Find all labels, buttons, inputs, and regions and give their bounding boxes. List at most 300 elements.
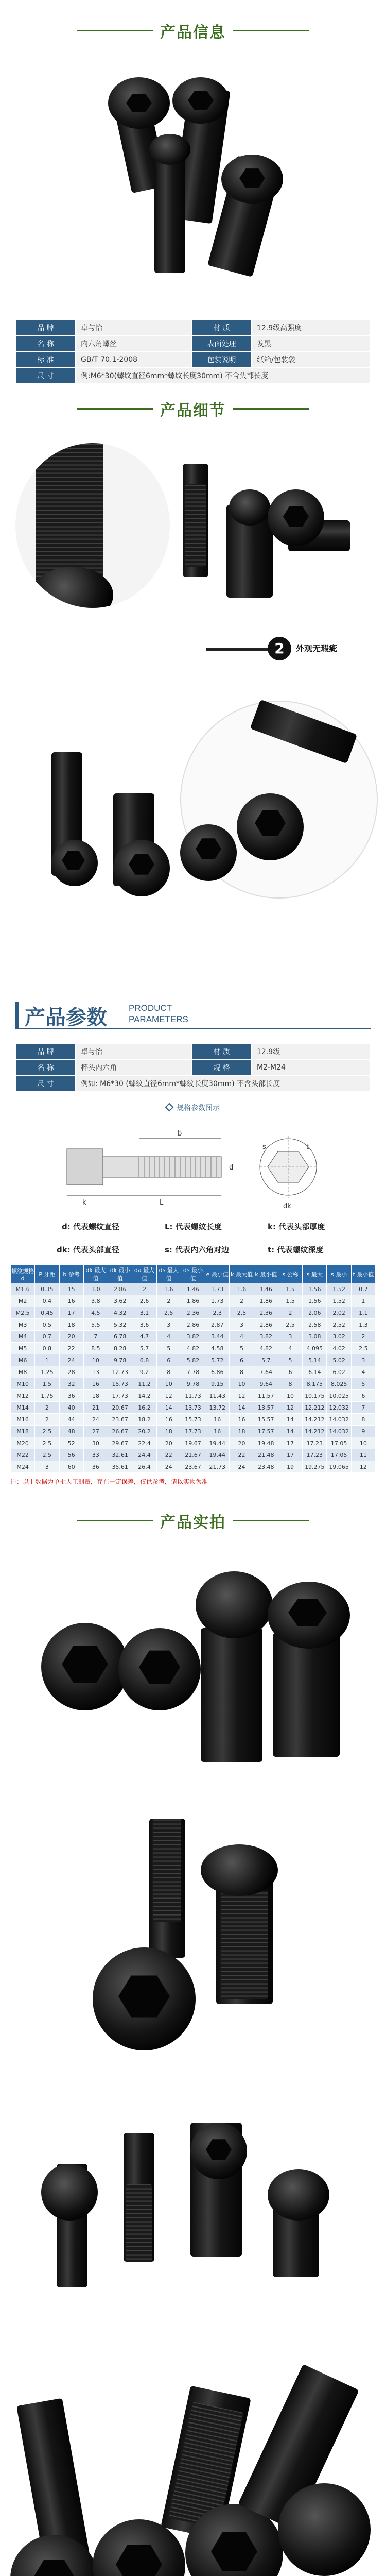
spec-cell: 4.5: [83, 1307, 108, 1319]
spec-row: [11, 1426, 376, 1437]
spec-header-cell: b 参考: [59, 1265, 83, 1283]
spec-cell: 2: [132, 1283, 156, 1295]
spec-cell: 16.2: [132, 1402, 156, 1414]
spec-table-wrap: [10, 1265, 376, 1486]
spec-cell: 36: [59, 1390, 83, 1402]
spec-cell: 52: [59, 1437, 83, 1449]
spec-cell: 18: [83, 1390, 108, 1402]
spec-cell: 11.2: [132, 1378, 156, 1390]
spec-row: [11, 1319, 376, 1331]
spec-note: 注：以上数据为单批人工测量，存在一定误差，仅供参考，请以实物为准: [10, 1478, 208, 1485]
spec-cell: 3.0: [83, 1283, 108, 1295]
spec-cell: 10: [156, 1378, 181, 1390]
detail-zoom-circle: [15, 443, 170, 608]
spec-cell: 15: [59, 1283, 83, 1295]
spec-cell: 12: [230, 1390, 254, 1402]
spec-cell: 3.1: [132, 1307, 156, 1319]
spec-cell: 1.46: [254, 1283, 278, 1295]
spec-cell: 22: [156, 1449, 181, 1461]
spec-cell: 14: [278, 1426, 302, 1437]
spec-cell: 14.212: [303, 1414, 327, 1426]
spec-cell: 26.67: [108, 1426, 132, 1437]
spec-cell: 6: [278, 1366, 302, 1378]
spec-cell: 8: [278, 1378, 302, 1390]
real-photo-2: [62, 1808, 324, 2081]
spec-cell: 2.5: [156, 1307, 181, 1319]
spec-cell: 9.2: [132, 1366, 156, 1378]
param-value: 卓与怡: [76, 1044, 192, 1060]
detail-section-title: [0, 398, 386, 418]
spec-cell: 20.67: [108, 1402, 132, 1414]
info-row: [16, 368, 371, 384]
spec-cell: 4.095: [303, 1343, 327, 1354]
spec-cell: 4.82: [181, 1343, 205, 1354]
spec-cell: 17: [278, 1437, 302, 1449]
spec-cell: 3: [278, 1331, 302, 1343]
spec-header-cell: k 最大值: [230, 1265, 254, 1283]
info-table: [15, 319, 371, 384]
spec-cell: 7.64: [254, 1366, 278, 1378]
info-row: [16, 320, 371, 336]
spec-cell: 13: [83, 1366, 108, 1378]
spec-cell: 24: [156, 1461, 181, 1473]
spec-cell: 5: [230, 1343, 254, 1354]
drawing-label-t: t: [306, 1143, 309, 1151]
spec-cell: 10.175: [303, 1390, 327, 1402]
spec-cell: 1.56: [303, 1283, 327, 1295]
spec-cell: 2.3: [205, 1307, 230, 1319]
spec-cell: 18: [156, 1426, 181, 1437]
spec-ref-heading: [0, 1103, 386, 1113]
spec-cell: 2: [35, 1402, 59, 1414]
spec-cell: 19.48: [254, 1437, 278, 1449]
spec-cell: 2.02: [327, 1307, 351, 1319]
spec-row: [11, 1461, 376, 1473]
spec-cell: 11.73: [181, 1390, 205, 1402]
spec-cell: 2.58: [303, 1319, 327, 1331]
bolt-photo-1: [72, 57, 314, 299]
spec-cell: 24: [230, 1461, 254, 1473]
params-title-en-2: PARAMETERS: [129, 1014, 188, 1024]
param-label: 材 质: [192, 1044, 252, 1060]
param-value: M2-M24: [252, 1060, 371, 1076]
spec-cell: 4.32: [108, 1307, 132, 1319]
spec-cell: 44: [59, 1414, 83, 1426]
spec-cell: 1.75: [35, 1390, 59, 1402]
spec-cell: 15.57: [254, 1414, 278, 1426]
real-photo-3: [21, 2102, 365, 2318]
spec-cell: 3.44: [205, 1331, 230, 1343]
spec-cell: M22: [11, 1449, 35, 1461]
spec-cell: 6.78: [108, 1331, 132, 1343]
spec-cell: 2.86: [181, 1319, 205, 1331]
spec-cell: M1.6: [11, 1283, 35, 1295]
spec-row: [11, 1390, 376, 1402]
spec-cell: 1.73: [205, 1295, 230, 1307]
spec-cell: M2.5: [11, 1307, 35, 1319]
spec-cell: 1.52: [327, 1295, 351, 1307]
spec-cell: 16: [230, 1414, 254, 1426]
spec-cell: 24.4: [132, 1449, 156, 1461]
spec-cell: 10: [83, 1354, 108, 1366]
spec-row: [11, 1366, 376, 1378]
info-value: 纸箱/包装袋: [252, 352, 371, 368]
spec-cell: 0.7: [351, 1283, 375, 1295]
spec-table: [10, 1265, 376, 1473]
info-value: GB/T 70.1-2008: [76, 352, 192, 368]
spec-header-cell: da 最大值: [132, 1265, 156, 1283]
spec-cell: 8: [351, 1414, 375, 1426]
real-photo-1: [31, 1561, 355, 1783]
spec-cell: 17.23: [303, 1437, 327, 1449]
spec-cell: 4: [351, 1366, 375, 1378]
spec-cell: 3: [351, 1354, 375, 1366]
spec-cell: 14: [230, 1402, 254, 1414]
spec-cell: 8.025: [327, 1378, 351, 1390]
spec-cell: 0.7: [35, 1331, 59, 1343]
param-label: 品 牌: [16, 1044, 76, 1060]
spec-cell: 12: [278, 1402, 302, 1414]
spec-cell: 11.57: [254, 1390, 278, 1402]
spec-cell: 32: [59, 1378, 83, 1390]
spec-cell: 1.5: [35, 1378, 59, 1390]
photos-title-text: 产品实拍: [153, 1510, 233, 1532]
spec-cell: M20: [11, 1437, 35, 1449]
spec-cell: 4.82: [254, 1343, 278, 1354]
spec-cell: 17.73: [108, 1390, 132, 1402]
info-label: 包装说明: [192, 352, 252, 368]
spec-cell: 4.7: [132, 1331, 156, 1343]
spec-cell: 20: [230, 1437, 254, 1449]
spec-cell: 5.02: [327, 1354, 351, 1366]
spec-cell: 18: [59, 1319, 83, 1331]
spec-cell: 15.73: [108, 1378, 132, 1390]
spec-cell: 1.73: [205, 1283, 230, 1295]
spec-cell: 6: [351, 1390, 375, 1402]
spec-cell: 5.32: [108, 1319, 132, 1331]
spec-cell: 2.5: [35, 1449, 59, 1461]
spec-header-cell: 螺纹规格 d: [11, 1265, 35, 1283]
spec-cell: 18.2: [132, 1414, 156, 1426]
spec-cell: 16: [205, 1414, 230, 1426]
spec-cell: 3: [35, 1461, 59, 1473]
spec-cell: 7.78: [181, 1366, 205, 1378]
params-title-cn: 产品参数: [25, 1006, 107, 1029]
spec-cell: 9.15: [205, 1378, 230, 1390]
spec-row: [11, 1449, 376, 1461]
spec-cell: 17.05: [327, 1437, 351, 1449]
legend-k: k: 代表头部厚度: [268, 1222, 325, 1231]
spec-cell: 0.35: [35, 1283, 59, 1295]
spec-cell: 22: [230, 1449, 254, 1461]
spec-cell: 2.06: [303, 1307, 327, 1319]
real-photo-4: [0, 2349, 386, 2576]
spec-cell: M5: [11, 1343, 35, 1354]
spec-cell: 18: [230, 1426, 254, 1437]
spec-cell: 6.86: [205, 1366, 230, 1378]
spec-cell: 19.44: [205, 1449, 230, 1461]
info-label: 尺 寸: [16, 368, 76, 384]
spec-cell: 10.025: [327, 1390, 351, 1402]
spec-cell: 20: [59, 1331, 83, 1343]
spec-cell: 24: [59, 1354, 83, 1366]
spec-cell: M14: [11, 1402, 35, 1414]
spec-header-row: [11, 1265, 376, 1283]
spec-cell: 9.64: [254, 1378, 278, 1390]
param-label: 名 称: [16, 1060, 76, 1076]
spec-cell: 9.78: [108, 1354, 132, 1366]
spec-cell: 1.86: [181, 1295, 205, 1307]
param-row: [16, 1076, 371, 1092]
spec-cell: 5.82: [181, 1354, 205, 1366]
spec-cell: 20: [156, 1437, 181, 1449]
spec-cell: 14: [156, 1402, 181, 1414]
spec-cell: 16: [205, 1426, 230, 1437]
spec-cell: 2.36: [181, 1307, 205, 1319]
spec-cell: 2: [351, 1331, 375, 1343]
spec-cell: 27: [83, 1426, 108, 1437]
spec-row: [11, 1414, 376, 1426]
spec-cell: 2.5: [35, 1437, 59, 1449]
spec-cell: M12: [11, 1390, 35, 1402]
param-value: 12.9级: [252, 1044, 371, 1060]
spec-header-cell: k 最小值: [254, 1265, 278, 1283]
spec-cell: M6: [11, 1354, 35, 1366]
info-size-value: 例:M6*30(螺纹直径6mm*螺纹长度30mm) 不含头部长度: [76, 368, 371, 384]
spec-cell: M3: [11, 1319, 35, 1331]
spec-header-cell: s 最小: [327, 1265, 351, 1283]
spec-cell: 2.87: [205, 1319, 230, 1331]
spec-cell: 8: [156, 1366, 181, 1378]
spec-cell: 30: [83, 1437, 108, 1449]
spec-cell: 14: [278, 1414, 302, 1426]
spec-cell: 2.36: [254, 1307, 278, 1319]
spec-cell: 5.7: [254, 1354, 278, 1366]
spec-cell: M10: [11, 1378, 35, 1390]
spec-cell: 19.67: [181, 1437, 205, 1449]
spec-header-cell: ds 最小值: [181, 1265, 205, 1283]
spec-cell: 19: [278, 1461, 302, 1473]
spec-cell: 10: [351, 1437, 375, 1449]
spec-cell: 5.5: [83, 1319, 108, 1331]
detail-photo-2: [10, 685, 386, 953]
spec-cell: 10: [278, 1390, 302, 1402]
spec-cell: 2.86: [108, 1283, 132, 1295]
spec-cell: 1.5: [278, 1295, 302, 1307]
drawing-label-L: L: [160, 1199, 164, 1207]
spec-ref-title: 规格参数图示: [177, 1104, 220, 1112]
spec-cell: 40: [59, 1402, 83, 1414]
spec-cell: 1: [351, 1295, 375, 1307]
spec-cell: 5: [156, 1343, 181, 1354]
spec-header-cell: dk 最小值: [108, 1265, 132, 1283]
spec-cell: 3: [230, 1319, 254, 1331]
spec-cell: M4: [11, 1331, 35, 1343]
spec-cell: 1.3: [351, 1319, 375, 1331]
spec-cell: 8.175: [303, 1378, 327, 1390]
spec-cell: 5: [351, 1378, 375, 1390]
spec-cell: 20.2: [132, 1426, 156, 1437]
spec-cell: 1.6: [230, 1283, 254, 1295]
spec-cell: 19.275: [303, 1461, 327, 1473]
spec-cell: M8: [11, 1366, 35, 1378]
spec-cell: 6.02: [327, 1366, 351, 1378]
spec-row: [11, 1378, 376, 1390]
spec-cell: 14.032: [327, 1414, 351, 1426]
param-label: 规 格: [192, 1060, 252, 1076]
spec-cell: 2: [35, 1414, 59, 1426]
spec-cell: 1.56: [303, 1295, 327, 1307]
spec-cell: 12: [351, 1461, 375, 1473]
spec-cell: 2.5: [230, 1307, 254, 1319]
spec-cell: 3.8: [83, 1295, 108, 1307]
spec-cell: 28: [59, 1366, 83, 1378]
info-section-title: [0, 20, 386, 40]
spec-cell: 4: [230, 1331, 254, 1343]
spec-row: [11, 1283, 376, 1295]
spec-header-cell: t 最小值: [351, 1265, 375, 1283]
spec-cell: 35.61: [108, 1461, 132, 1473]
spec-cell: 29.67: [108, 1437, 132, 1449]
spec-cell: 3.6: [132, 1319, 156, 1331]
info-title-text: 产品信息: [153, 20, 233, 42]
spec-row: [11, 1331, 376, 1343]
info-value: 12.9级高强度: [252, 320, 371, 336]
spec-cell: M2: [11, 1295, 35, 1307]
spec-cell: 2: [278, 1307, 302, 1319]
spec-cell: 16: [59, 1295, 83, 1307]
spec-cell: 12: [156, 1390, 181, 1402]
spec-cell: 6: [230, 1354, 254, 1366]
spec-cell: 3: [156, 1319, 181, 1331]
spec-cell: 21: [83, 1402, 108, 1414]
spec-header-cell: ds 最大值: [156, 1265, 181, 1283]
spec-cell: 2.5: [35, 1426, 59, 1437]
spec-cell: 16: [83, 1378, 108, 1390]
spec-cell: 7: [83, 1331, 108, 1343]
spec-cell: 12.73: [108, 1366, 132, 1378]
spec-cell: 14.032: [327, 1426, 351, 1437]
spec-cell: 17: [278, 1449, 302, 1461]
bolt-drawing: [46, 1118, 345, 1216]
spec-cell: 9.78: [181, 1378, 205, 1390]
spec-cell: 13.72: [205, 1402, 230, 1414]
spec-cell: 17.57: [254, 1426, 278, 1437]
info-row: [16, 352, 371, 368]
spec-cell: 23.67: [181, 1461, 205, 1473]
drawing-label-dk: dk: [283, 1202, 291, 1210]
spec-cell: 9: [351, 1426, 375, 1437]
spec-cell: 4: [156, 1331, 181, 1343]
spec-header-cell: dk 最大值: [83, 1265, 108, 1283]
info-label: 表面处理: [192, 336, 252, 352]
info-row: [16, 336, 371, 352]
spec-cell: 17: [59, 1307, 83, 1319]
spec-cell: 1.25: [35, 1366, 59, 1378]
detail-badge-text: 外观无瑕疵: [296, 643, 338, 653]
spec-cell: 32.61: [108, 1449, 132, 1461]
spec-row: [11, 1437, 376, 1449]
info-label: 名 称: [16, 336, 76, 352]
info-value: 发黑: [252, 336, 371, 352]
photos-section-title: [0, 1510, 386, 1530]
spec-cell: 0.4: [35, 1295, 59, 1307]
info-value: 内六角螺丝: [76, 336, 192, 352]
detail-title-text: 产品细节: [153, 398, 233, 420]
legend-L: L: 代表螺纹长度: [165, 1222, 222, 1231]
spec-cell: M16: [11, 1414, 35, 1426]
spec-cell: 5: [278, 1354, 302, 1366]
spec-cell: 11.43: [205, 1390, 230, 1402]
spec-header-cell: s 最大: [303, 1265, 327, 1283]
spec-cell: 36: [83, 1461, 108, 1473]
spec-cell: 56: [59, 1449, 83, 1461]
spec-cell: 14.212: [303, 1426, 327, 1437]
spec-cell: 10: [230, 1378, 254, 1390]
spec-cell: 23.67: [108, 1414, 132, 1426]
spec-row: [11, 1354, 376, 1366]
spec-cell: 0.8: [35, 1343, 59, 1354]
spec-cell: 3.82: [181, 1331, 205, 1343]
spec-cell: 1.1: [351, 1307, 375, 1319]
spec-cell: 8.5: [83, 1343, 108, 1354]
spec-cell: 1.5: [278, 1283, 302, 1295]
spec-row: [11, 1307, 376, 1319]
spec-cell: 60: [59, 1461, 83, 1473]
spec-cell: 21.48: [254, 1449, 278, 1461]
spec-cell: 5.72: [205, 1354, 230, 1366]
legend-s: s: 代表内六角对边: [165, 1245, 230, 1255]
spec-cell: 8.28: [108, 1343, 132, 1354]
spec-cell: 14.2: [132, 1390, 156, 1402]
param-value: 杯头内六角: [76, 1060, 192, 1076]
params-title-en-1: PRODUCT: [129, 1003, 172, 1013]
spec-cell: 16: [156, 1414, 181, 1426]
spec-cell: 6.8: [132, 1354, 156, 1366]
spec-cell: M18: [11, 1426, 35, 1437]
info-label: 标 准: [16, 352, 76, 368]
spec-cell: 2.52: [327, 1319, 351, 1331]
spec-cell: M24: [11, 1461, 35, 1473]
spec-cell: 2: [156, 1295, 181, 1307]
spec-cell: 19.44: [205, 1437, 230, 1449]
spec-cell: 1.86: [254, 1295, 278, 1307]
spec-cell: 3.02: [327, 1331, 351, 1343]
spec-cell: 2.86: [254, 1319, 278, 1331]
spec-cell: 1: [35, 1354, 59, 1366]
spec-cell: 13.57: [254, 1402, 278, 1414]
spec-cell: 26.4: [132, 1461, 156, 1473]
spec-header-cell: e 最小值: [205, 1265, 230, 1283]
spec-row: [11, 1343, 376, 1354]
params-banner: [0, 992, 386, 1033]
spec-cell: 4.58: [205, 1343, 230, 1354]
spec-cell: 12.212: [303, 1402, 327, 1414]
spec-cell: 22.4: [132, 1437, 156, 1449]
param-table: [15, 1043, 371, 1092]
spec-cell: 48: [59, 1426, 83, 1437]
spec-cell: 7: [351, 1402, 375, 1414]
spec-cell: 2.5: [351, 1343, 375, 1354]
spec-cell: 3.82: [254, 1331, 278, 1343]
spec-header-cell: P 牙距: [35, 1265, 59, 1283]
info-value: 卓与怡: [76, 320, 192, 336]
drawing-label-d: d: [229, 1164, 234, 1172]
param-row: [16, 1044, 371, 1060]
info-label: 品 牌: [16, 320, 76, 336]
legend-dk: dk: 代表头部直径: [57, 1245, 119, 1255]
spec-cell: 1.52: [327, 1283, 351, 1295]
